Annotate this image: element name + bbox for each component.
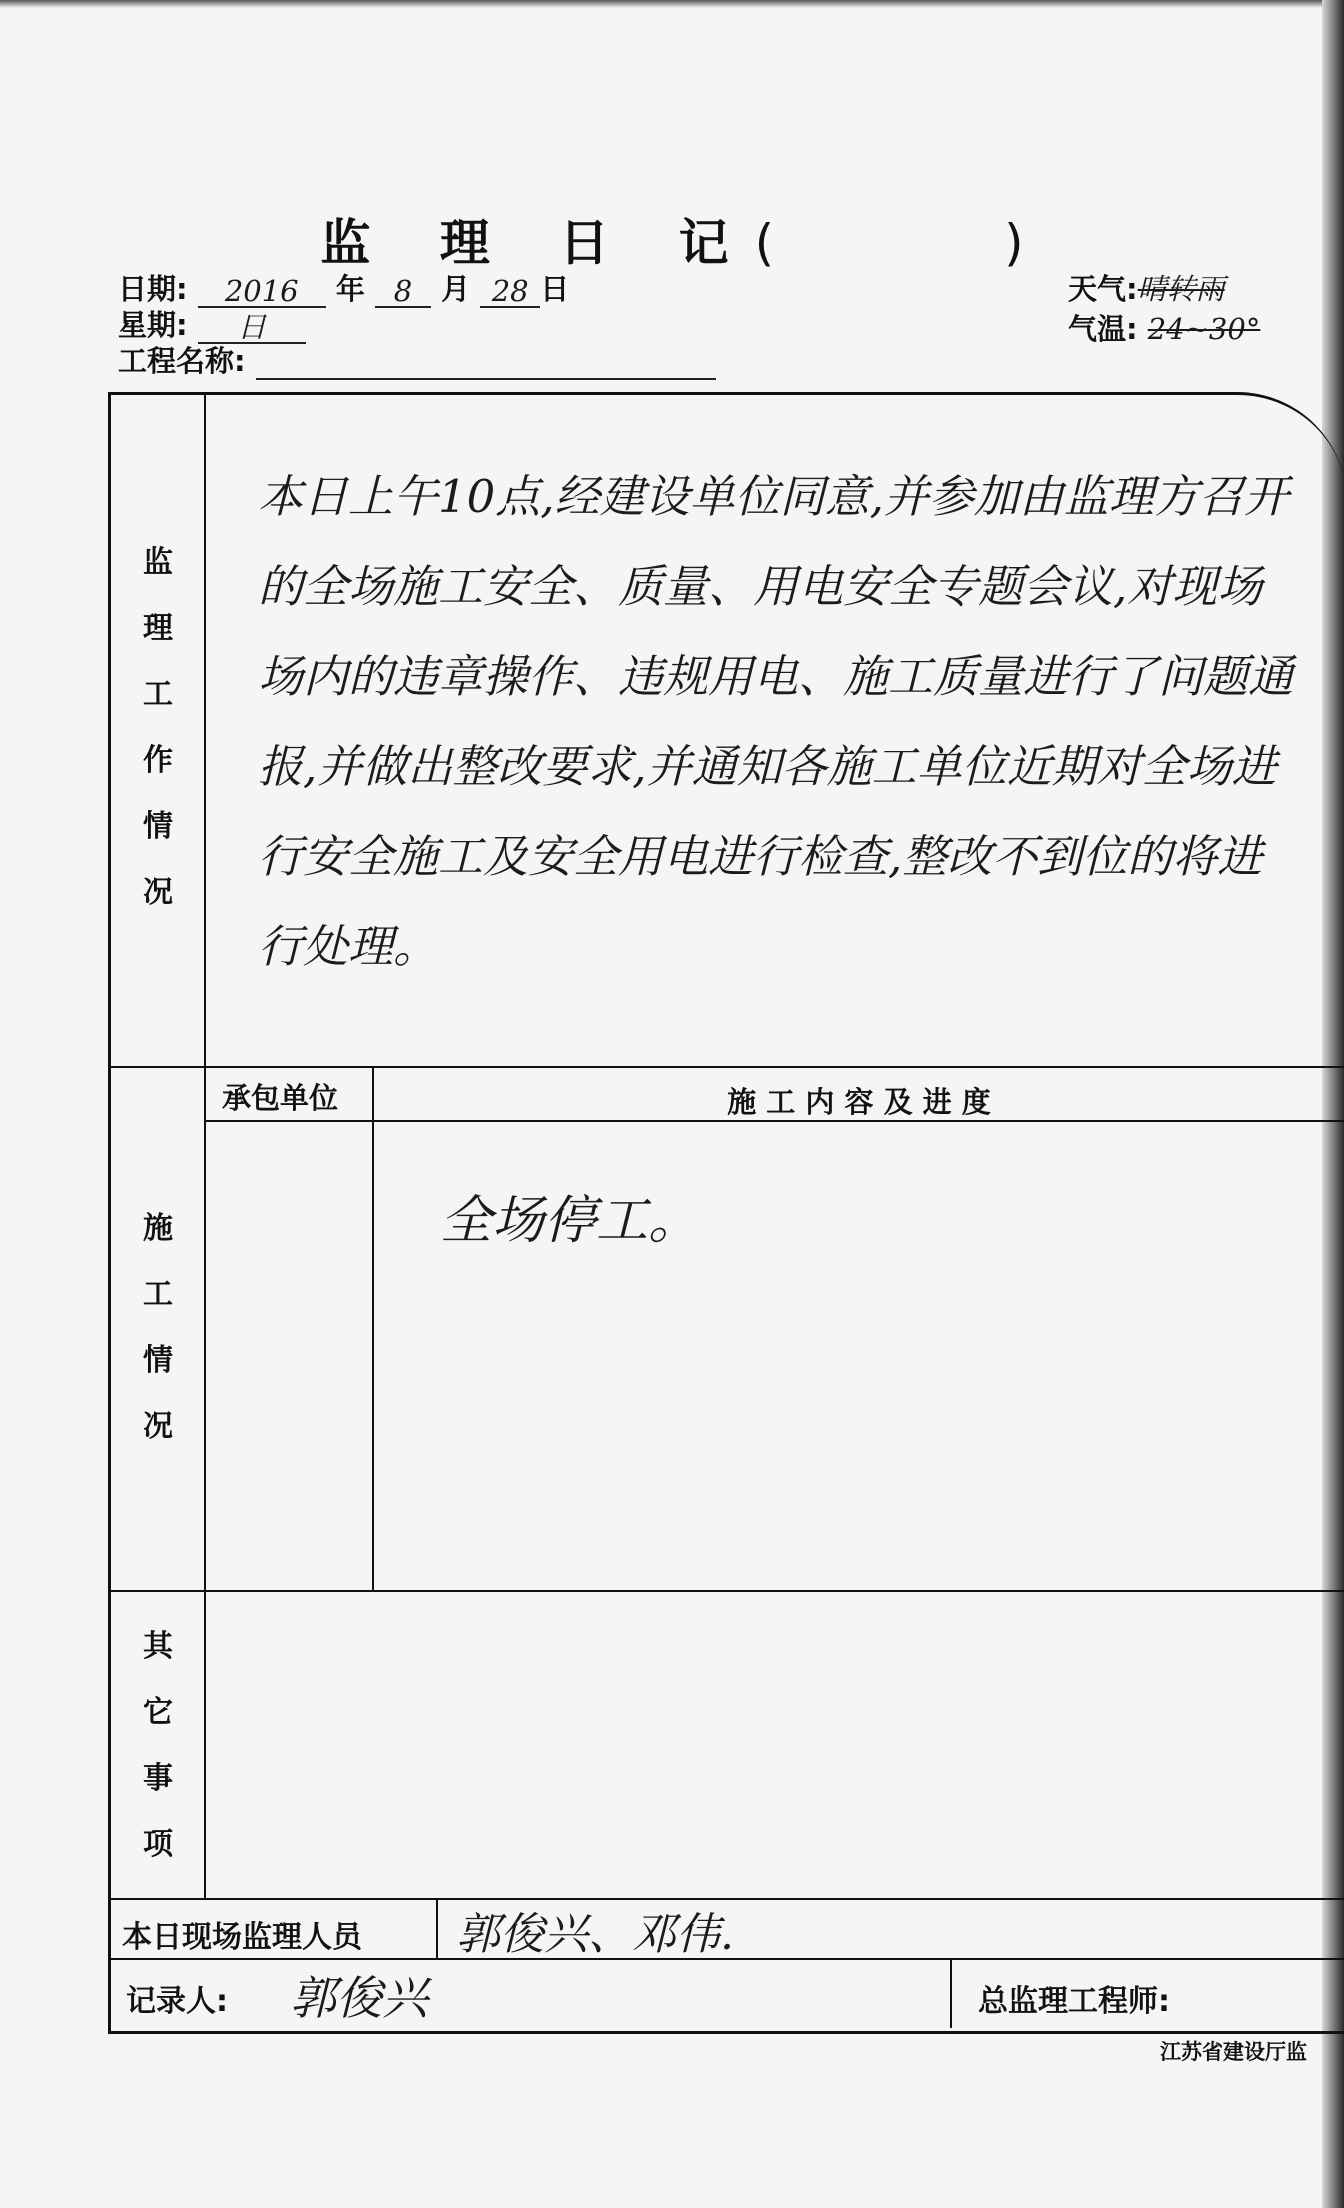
date-year-label: 年 [335,272,365,306]
project-value [256,378,716,380]
content-header: 施 工 内 容 及 进 度 [727,1085,991,1119]
date-year-value: 2016 [198,276,326,308]
date-month-label: 月 [441,272,471,306]
temperature-label: 气温: [1068,312,1138,346]
date-day-value: 28 [480,276,540,308]
scan-top-shadow [0,0,1344,8]
weekday-label: 星期: [118,308,188,342]
work-section-label: 监 理 工 作 情 况 [143,545,173,910]
staff-label: 本日现场监理人员 [122,1920,362,1955]
date-month-value: 8 [375,276,431,308]
construction-content-value: 全场停工。 [440,1191,701,1251]
weekday-row [118,303,306,344]
title-paren-open: ( [754,214,775,272]
recorder-value: 郭俊兴 [290,1971,428,2025]
contractor-column-divider [372,1068,374,1590]
project-label: 工程名称: [118,344,246,378]
title-paren-close: ) [1004,214,1024,272]
construction-section-label: 施 工 情 况 [143,1211,173,1444]
section-divider-work [110,1066,1344,1068]
weekday-value: 日 [198,312,306,344]
weather-label: 天气: [1068,272,1138,306]
other-section-label: 其 它 事 项 [143,1629,173,1862]
date-label: 日期: [118,272,188,306]
title-text: 监 理 日 记 [320,214,755,272]
project-row [118,339,716,380]
footer-divider [950,1958,952,2028]
date-day-label: 日 [540,272,570,306]
staff-divider [436,1900,438,1958]
contractor-header: 承包单位 [222,1081,339,1115]
publisher-stamp: 江苏省建设厅监 [1160,2040,1307,2064]
work-situation-text: 本日上午10点,经建设单位同意,并参加由监理方召开的全场施工安全、质量、用电安全专题会议,对现场场内的违章操作、违规用电、施工质量进行了问题通报,并做出整改要求,并通知各施工单位近期对全场进行安全施工及安全用电进行检查,整改不到位的将进行处理。 [258,470,1294,973]
recorder-label: 记录人: [126,1984,228,2019]
page-title [0,203,1344,275]
weather-value: 晴转雨 [1137,272,1225,306]
staff-value: 郭俊兴、邓伟. [456,1909,734,1960]
section-divider-construction [110,1590,1344,1592]
date-row [118,267,569,308]
temperature-row [1068,307,1260,348]
temperature-value: 24~30° [1147,312,1261,346]
weather-row [1068,267,1225,308]
chief-engineer-label: 总监理工程师: [978,1984,1170,2019]
